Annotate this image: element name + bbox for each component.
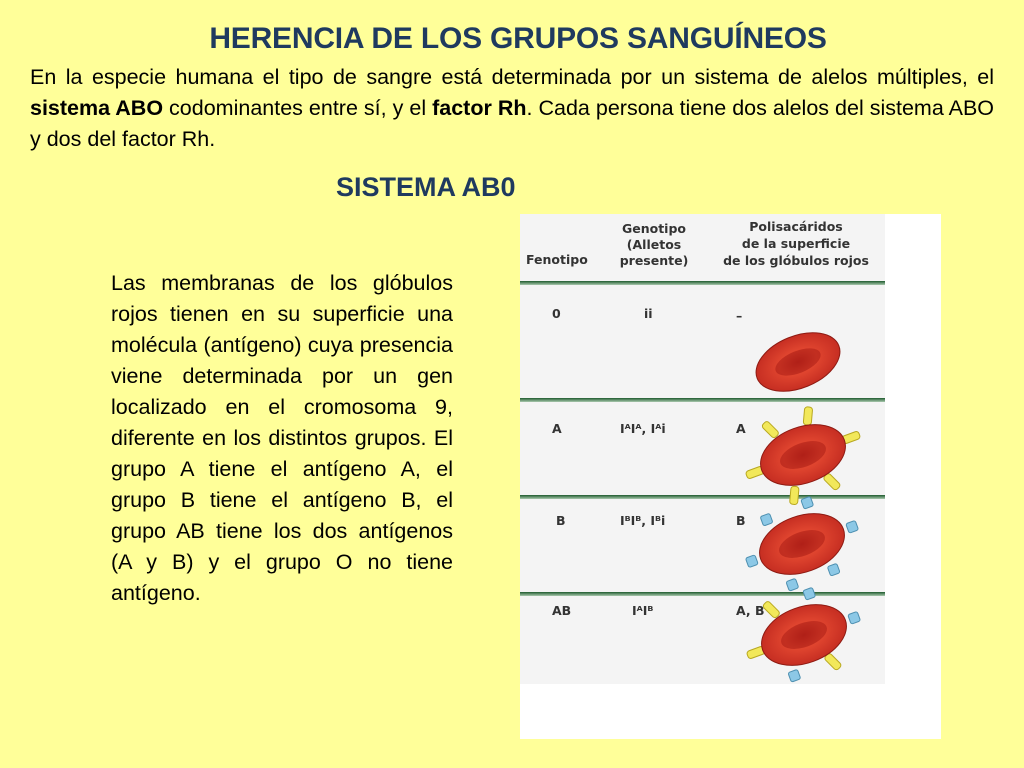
cell-fenotipo: 0 <box>552 306 561 321</box>
header-genotipo-line: Genotipo <box>621 221 687 236</box>
row-separator <box>520 398 885 402</box>
cell-antigeno: A <box>736 421 746 436</box>
cell-fenotipo: B <box>556 513 566 528</box>
intro-bold-abo: sistema ABO <box>30 96 164 120</box>
cell-antigeno: – <box>736 308 743 323</box>
blood-group-table-graphic <box>520 214 941 739</box>
cell-fenotipo: AB <box>552 603 572 618</box>
row-separator <box>520 281 885 285</box>
header-genotipo-line: presente) <box>619 253 689 268</box>
header-polisacaridos-line: Polisacáridos <box>749 219 843 234</box>
cell-genotipo: IᴬIᴮ <box>632 603 654 618</box>
cell-fenotipo: A <box>552 421 562 436</box>
header-polisacaridos-line: de los glóbulos rojos <box>723 253 869 268</box>
header-genotipo <box>620 221 689 268</box>
blood-group-figure <box>520 214 941 739</box>
row-separator <box>520 495 885 499</box>
cell-genotipo: ii <box>644 306 653 321</box>
page-title: HERENCIA DE LOS GRUPOS SANGUÍNEOS <box>209 22 827 55</box>
intro-text-1: En la especie humana el tipo de sangre está determinada por un sistema de alelos múltiples, el <box>30 65 994 89</box>
header-polisacaridos-line: de la superficie <box>741 236 851 251</box>
cell-genotipo: IᴮIᴮ, Iᴮi <box>620 513 666 528</box>
cell-antigeno: B <box>736 513 746 528</box>
intro-paragraph <box>30 62 994 155</box>
header-genotipo-line: (Alletos <box>626 237 682 252</box>
intro-text-2: codominantes entre sí, y el <box>163 96 433 120</box>
antigen-description: Las membranas de los glóbulos rojos tienen en su superficie una molécula (antígeno) cuya presencia viene determinada por un gen localizado en el cromosoma 9, diferente en los distintos grupos. El grupo A tiene el antígeno A, el grupo B tiene el antígeno B, el grupo AB tiene los dos antígenos (A y B) y el grupo O no tiene antígeno. <box>111 271 453 605</box>
row-separator <box>520 592 885 596</box>
section-subtitle: SISTEMA AB0 <box>336 172 516 202</box>
cell-genotipo: IᴬIᴬ, Iᴬi <box>620 421 666 436</box>
intro-text-3: . Cada persona tiene dos alelos del sistema ABO y dos del factor Rh. <box>30 96 995 151</box>
cell-antigeno: A, B <box>736 603 765 618</box>
intro-bold-rh: factor Rh <box>432 96 527 120</box>
header-fenotipo: Fenotipo <box>526 252 588 267</box>
